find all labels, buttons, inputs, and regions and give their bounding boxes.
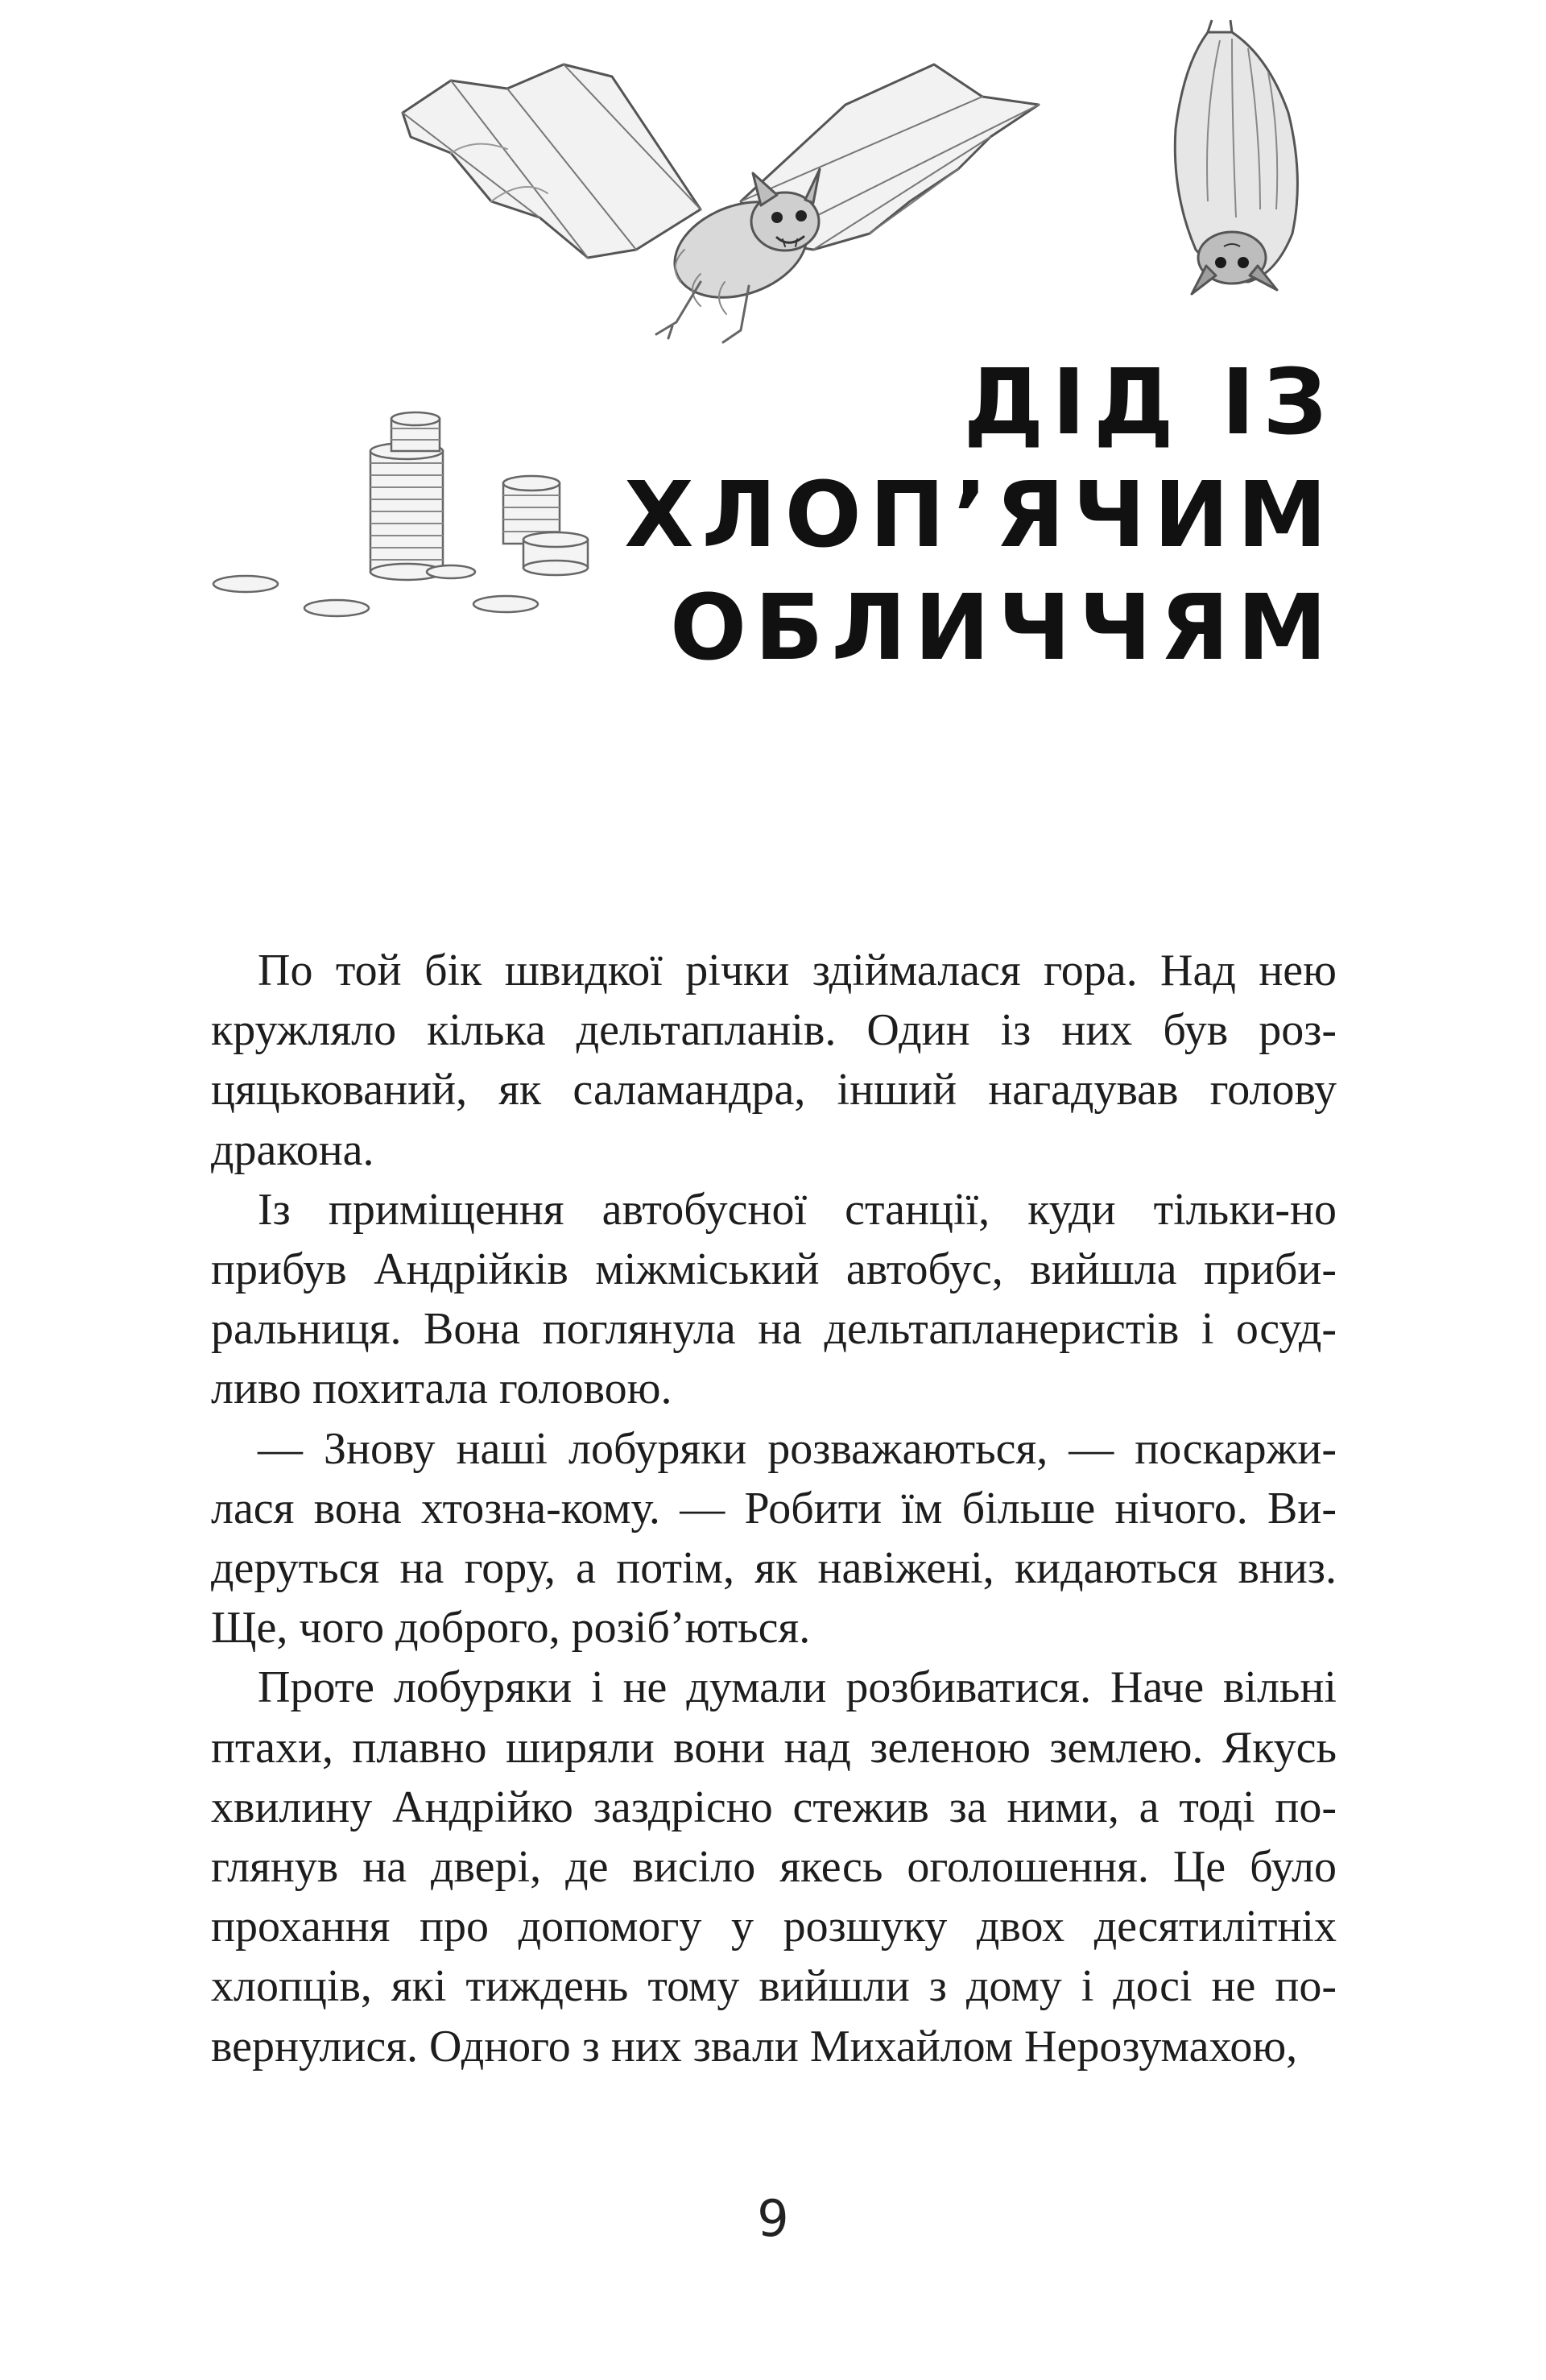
paragraph: Із приміщення автобусної станції, куди тільки-но прибув Андрійків міжміський автобус, вийшла прибиральниця. Вона поглянула на дельтапланеристів і осудливо похитала головою. <box>211 1184 1337 1414</box>
chapter-title-line-2: ОБЛИЧЧЯМ <box>669 576 1335 681</box>
page-number: 9 <box>757 2189 789 2248</box>
paragraph: Проте лобуряки і не думали розбиватися. Наче вільні птахи, плавно ширяли вони над зеленою землею. Якусь хвилину Андрійко заздрісно стежив за ними, а тоді поглянув на двері, де висіло якесь оголошення. Це було прохання про допомогу у розшуку двох десятилітніх хлопців, які тиждень тому вийшли з дому і досі не повернулися. Одного з них звали Михайлом Нерозумахою, <box>211 1662 1337 2072</box>
chapter-title <box>449 346 1335 685</box>
paragraph: По той бік швидкої річки здіймалася гора. Над нею кружляло кілька дельтапланів. Один із них був розцяцькований, як саламандра, інший нагадував голову дракона. <box>211 946 1337 1175</box>
hanging-bat-icon <box>1175 20 1297 294</box>
chapter-title-line-1: ДІД ІЗ ХЛОП’ЯЧИМ <box>624 350 1335 568</box>
flying-bat-icon <box>403 64 1039 342</box>
paragraph: — Знову наші лобуряки розважаються, — поскаржилася вона хтозна-кому. — Робити їм більше нічого. Видеруться на гору, а потім, як навіжені, кидаються вниз. Ще, чого доброго, розіб’ються. <box>211 1423 1337 1654</box>
body-text <box>211 941 1337 2076</box>
